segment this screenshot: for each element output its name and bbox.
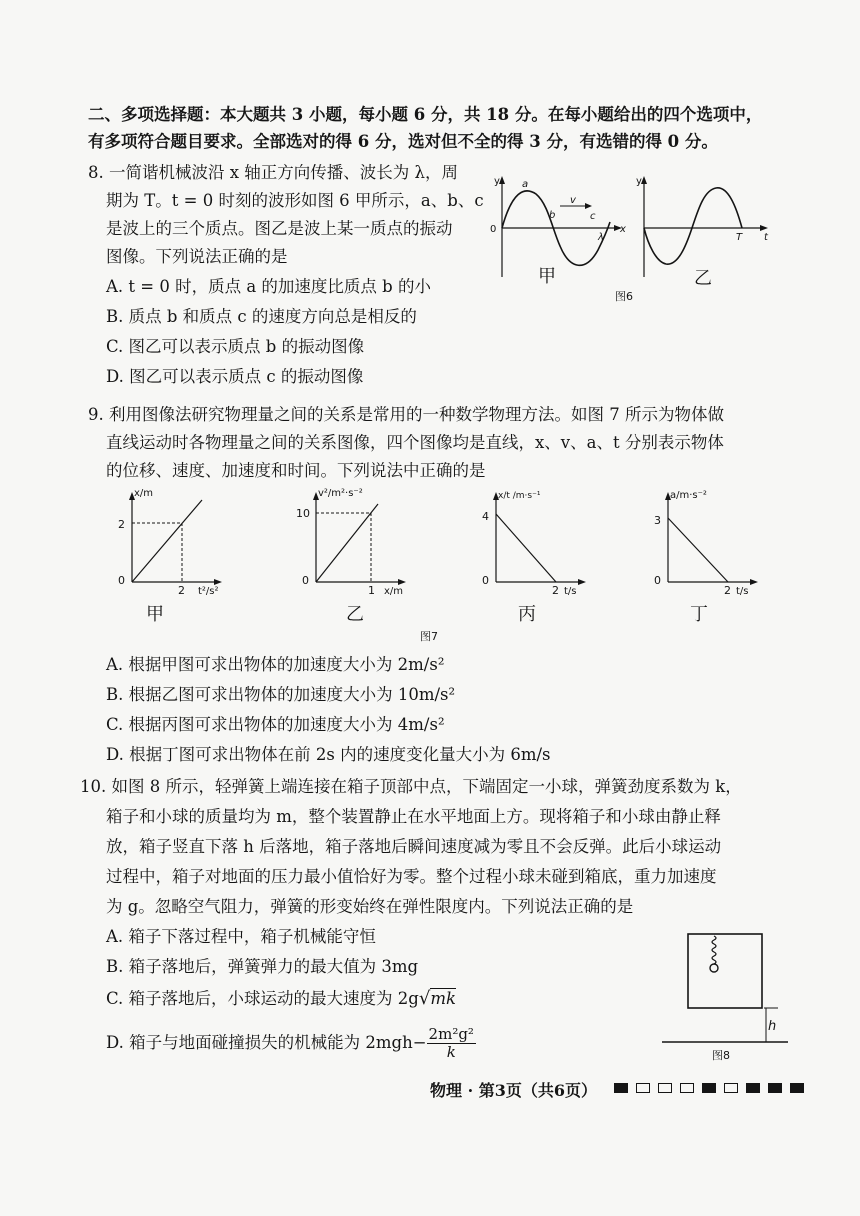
sqrt-radicand: mk — [430, 989, 456, 1008]
filled-mark — [614, 1083, 628, 1093]
fig7b-ytick: 10 — [296, 507, 310, 520]
q10-stem-line1: 10. 如图 8 所示，轻弹簧上端连接在箱子顶部中点，下端固定一小球，弹簧劲度系数为 k， — [80, 777, 742, 796]
q8-option-d: D. 图乙可以表示质点 c 的振动图像 — [106, 367, 364, 386]
fig7d-ylabel: a/m·s⁻² — [670, 490, 707, 501]
fig6-point-c: c — [590, 211, 596, 222]
fig7c-xlabel: t/s — [564, 586, 577, 597]
fig7a-origin: 0 — [118, 574, 125, 587]
fig7b-origin: 0 — [302, 574, 309, 587]
q9-stem-line3: 的位移、速度、加速度和时间。下列说法中正确的是 — [106, 461, 486, 480]
fig7-name-jia: 甲 — [146, 604, 164, 625]
fig6b-y-label: y — [636, 176, 642, 187]
q9-option-d: D. 根据丁图可求出物体在前 2s 内的速度变化量大小为 6m/s — [106, 745, 551, 764]
q8-stem-line3: 是波上的三个质点。图乙是波上某一质点的振动 — [106, 219, 453, 238]
fig8-caption: 图8 — [712, 1049, 730, 1062]
q10-option-b: B. 箱子落地后，弹簧弹力的最大值为 3mg — [106, 957, 419, 976]
fig6-y-label: y — [494, 176, 500, 187]
fig7-graph-ding — [648, 486, 768, 598]
fig7-name-ding: 丁 — [690, 604, 708, 625]
fig7-name-yi: 乙 — [346, 604, 364, 625]
fig7d-origin: 0 — [654, 574, 661, 587]
fig8-h-label: h — [768, 1019, 777, 1034]
fig6b-t-label: t — [764, 232, 768, 243]
figure-8-box-spring — [662, 932, 802, 1052]
fig7a-xtick: 2 — [178, 584, 185, 597]
fig7c-xtick: 2 — [552, 584, 559, 597]
q10-option-d — [106, 1026, 476, 1061]
fraction-denominator: k — [446, 1043, 456, 1061]
empty-mark — [636, 1083, 650, 1093]
fig7c-origin: 0 — [482, 574, 489, 587]
q9-option-c: C. 根据丙图可求出物体的加速度大小为 4m/s² — [106, 715, 445, 734]
fig7a-ylabel: x/m — [134, 488, 154, 499]
fig7d-xtick: 2 — [724, 584, 731, 597]
q9-option-b: B. 根据乙图可求出物体的加速度大小为 10m/s² — [106, 685, 456, 704]
empty-mark — [680, 1083, 694, 1093]
filled-mark — [790, 1083, 804, 1093]
q10-stem-line5: 为 g。忽略空气阻力，弹簧的形变始终在弹性限度内。下列说法正确的是 — [106, 897, 634, 916]
empty-mark — [658, 1083, 672, 1093]
q8-stem-line1: 8. 一简谐机械波沿 x 轴正方向传播、波长为 λ，周 — [88, 163, 458, 182]
q9-stem-line2: 直线运动时各物理量之间的关系图像，四个图像均是直线，x、v、a、t 分别表示物体 — [106, 433, 724, 452]
fig7a-xlabel: t²/s² — [198, 586, 219, 597]
q8-option-c: C. 图乙可以表示质点 b 的振动图像 — [106, 337, 365, 356]
sqrt-sign: √ — [418, 988, 431, 1009]
fig6-x-label: x — [620, 224, 626, 235]
fig6-velocity-label: v — [570, 195, 576, 206]
fig6-label-yi: 乙 — [694, 268, 712, 289]
fig7b-xlabel: x/m — [384, 586, 404, 597]
fig7-graph-bing — [476, 486, 596, 598]
q10-option-d-text: D. 箱子与地面碰撞损失的机械能为 2mgh− — [106, 1033, 427, 1052]
fig6-caption: 图6 — [615, 290, 633, 303]
fig7b-xtick: 1 — [368, 584, 375, 597]
filled-mark — [746, 1083, 760, 1093]
fig7-graph-jia — [112, 486, 232, 598]
fig7-name-bing: 丙 — [518, 604, 536, 625]
filled-mark — [702, 1083, 716, 1093]
filled-mark — [768, 1083, 782, 1093]
fig6-origin: 0 — [490, 224, 497, 235]
fig7d-xlabel: t/s — [736, 586, 749, 597]
q10-option-c — [106, 988, 456, 1010]
fig7-caption: 图7 — [420, 630, 438, 643]
q10-stem-line3: 放，箱子竖直下落 h 后落地，箱子落地后瞬间速度减为零且不会反弹。此后小球运动 — [106, 837, 722, 856]
q10-stem-line2: 箱子和小球的质量均为 m，整个装置静止在水平地面上方。现将箱子和小球由静止释 — [106, 807, 721, 826]
q8-option-a: A. t = 0 时，质点 a 的加速度比质点 b 的小 — [106, 277, 431, 296]
fig6-lambda-label: λ — [598, 232, 604, 243]
fig7b-ylabel: v²/m²·s⁻² — [318, 488, 363, 499]
fig7-graph-yi — [296, 486, 416, 598]
fig7d-ytick: 3 — [654, 514, 661, 527]
q10-option-a: A. 箱子下落过程中，箱子机械能守恒 — [106, 927, 376, 946]
section-title-line2: 有多项符合题目要求。全部选对的得 6 分，选对但不全的得 3 分，有选错的得 0 分。 — [88, 132, 718, 151]
q8-stem-line4: 图像。下列说法正确的是 — [106, 247, 288, 266]
q8-option-b: B. 质点 b 和质点 c 的速度方向总是相反的 — [106, 307, 417, 326]
fig6b-period-label: T — [736, 232, 743, 243]
empty-mark — [724, 1083, 738, 1093]
figure-6-wave-graph — [490, 172, 630, 282]
q8-stem-line2: 期为 T。t = 0 时刻的波形如图 6 甲所示，a、b、c — [106, 191, 484, 210]
fig6-point-a: a — [522, 179, 529, 190]
q10-option-c-text: C. 箱子落地后，小球运动的最大速度为 2g — [106, 989, 419, 1008]
fraction — [427, 1026, 476, 1061]
q9-stem-line1: 9. 利用图像法研究物理量之间的关系是常用的一种数学物理方法。如图 7 所示为物体做 — [88, 405, 724, 424]
fig7a-ytick: 2 — [118, 518, 125, 531]
fig6-point-b: b — [549, 210, 556, 221]
q10-stem-line4: 过程中，箱子对地面的压力最小值恰好为零。整个过程小球未碰到箱底，重力加速度 — [106, 867, 717, 886]
fig6-label-jia: 甲 — [538, 266, 556, 287]
q9-option-a: A. 根据甲图可求出物体的加速度大小为 2m/s² — [106, 655, 445, 674]
fraction-numerator: 2m²g² — [428, 1025, 474, 1043]
fig7c-ylabel: x/t /m·s⁻¹ — [498, 491, 541, 501]
section-title-line1: 二、多项选择题：本大题共 3 小题，每小题 6 分，共 18 分。在每小题给出的四个选项中， — [88, 105, 763, 124]
fig7c-ytick: 4 — [482, 510, 489, 523]
page-footer: 物理 · 第3页（共6页） — [430, 1081, 597, 1100]
